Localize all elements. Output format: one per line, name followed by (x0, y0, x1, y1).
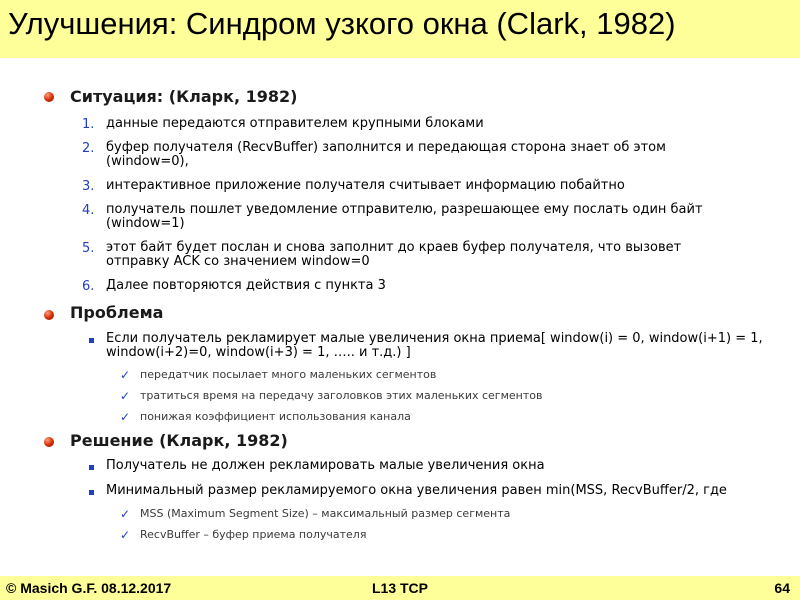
list-number: 5. (82, 241, 95, 256)
list-number: 4. (82, 203, 95, 218)
list-item: тратиться время на передачу заголовков этих маленьких сегментов (140, 389, 543, 402)
list-number: 1. (82, 117, 95, 132)
list-item: получатель пошлет уведомление отправителю, разрешающее ему послать один байт (window=1) (106, 202, 703, 231)
bullet-icon (44, 310, 54, 320)
square-bullet-icon (89, 490, 94, 495)
footer (0, 576, 800, 600)
list-item: данные передаются отправителем крупными блоками (106, 116, 484, 131)
check-icon: ✓ (120, 368, 131, 382)
list-item: MSS (Maximum Segment Size) – максимальный размер сегмента (140, 507, 511, 520)
page-number: 64 (774, 580, 790, 596)
slide-title: Улучшения: Синдром узкого окна (Clark, 1982) (8, 6, 676, 41)
bullet-icon (44, 92, 54, 102)
heading-solution: Решение (Кларк, 1982) (70, 431, 288, 450)
list-item: Далее повторяются действия с пункта 3 (106, 278, 386, 293)
list-number: 6. (82, 279, 95, 294)
heading-problem: Проблема (70, 303, 164, 322)
list-item: Получатель не должен рекламировать малые увеличения окна (106, 458, 545, 473)
list-item: буфер получателя (RecvBuffer) заполнится и передающая сторона знает об этом (window=0), (106, 140, 666, 169)
footer-lecture: L13 TCP (371, 580, 428, 596)
list-number: 3. (82, 179, 95, 194)
list-item: понижая коэффициент использования канала (140, 410, 411, 423)
list-number: 2. (82, 141, 95, 156)
list-item: Минимальный размер рекламируемого окна увеличения равен min(MSS, RecvBuffer/2, где (106, 483, 727, 498)
heading-situation: Ситуация: (Кларк, 1982) (70, 87, 298, 106)
check-icon: ✓ (120, 410, 131, 424)
list-item: Если получатель рекламирует малые увеличения окна приема[ window(i) = 0, window(i+1) = 1, window(i+2)=0, window(i+3) = 1, ….. и т.д.) ] (106, 331, 763, 360)
list-item: передатчик посылает много маленьких сегментов (140, 368, 437, 381)
bullet-icon (44, 437, 54, 447)
check-icon: ✓ (120, 528, 131, 542)
footer-copyright: © Masich G.F. 08.12.2017 (6, 580, 172, 596)
check-icon: ✓ (120, 389, 131, 403)
square-bullet-icon (89, 338, 94, 343)
square-bullet-icon (89, 465, 94, 470)
check-icon: ✓ (120, 507, 131, 521)
list-item: RecvBuffer – буфер приема получателя (140, 528, 367, 541)
list-item: этот байт будет послан и снова заполнит до краев буфер получателя, что вызовет отправку ACK со значением window=0 (106, 240, 682, 269)
list-item: интерактивное приложение получателя считывает информацию побайтно (106, 178, 625, 193)
